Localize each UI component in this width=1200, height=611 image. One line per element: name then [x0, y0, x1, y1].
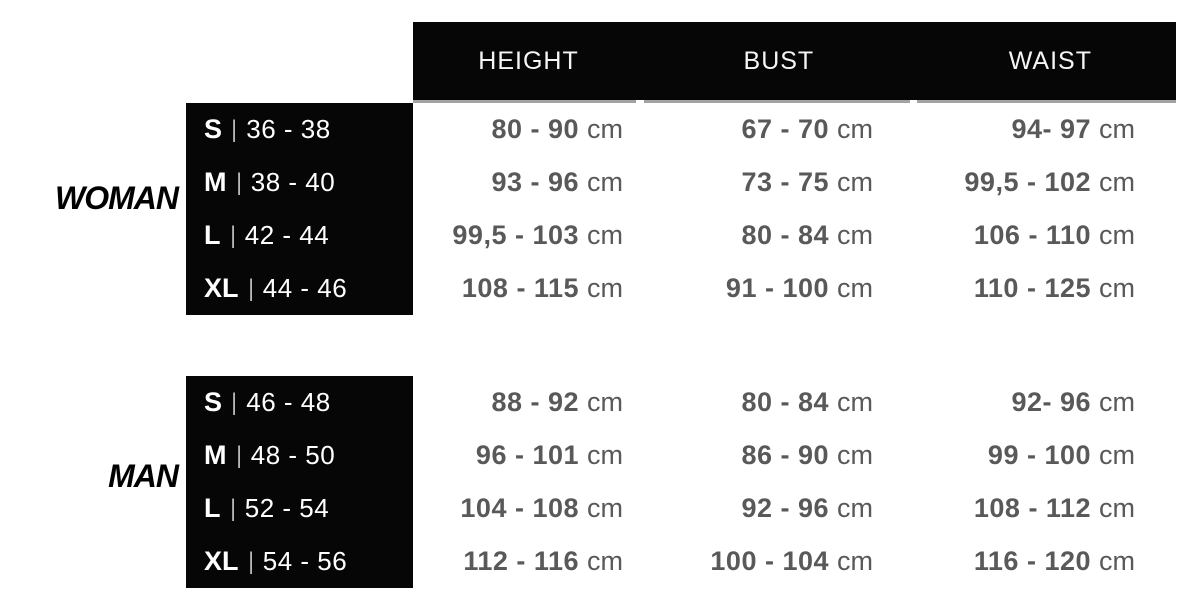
bust-value-cell	[633, 103, 883, 156]
unit-label: cm	[1099, 440, 1135, 470]
waist-value-cell	[883, 429, 1145, 482]
unit-label: cm	[1099, 387, 1135, 417]
size-separator: |	[230, 494, 235, 522]
height-value-cell	[413, 156, 633, 209]
unit-label: cm	[837, 114, 873, 144]
size-separator: |	[230, 221, 235, 249]
height-value-cell	[413, 209, 633, 262]
unit-label: cm	[587, 440, 623, 470]
waist-value-cell	[883, 103, 1145, 156]
size-badge	[186, 482, 413, 535]
unit-label: cm	[587, 167, 623, 197]
size-badge	[186, 156, 413, 209]
height-value: 96 - 101	[475, 440, 579, 470]
bust-value: 80 - 84	[741, 220, 829, 250]
column-header-bust: BUST	[743, 46, 815, 75]
size-badge	[186, 376, 413, 429]
size-letter: XL	[204, 273, 239, 303]
height-value: 112 - 116	[463, 546, 579, 576]
bust-value-cell	[633, 209, 883, 262]
unit-label: cm	[837, 440, 873, 470]
unit-label: cm	[587, 220, 623, 250]
size-chart-header	[413, 22, 1176, 100]
waist-value: 108 - 112	[973, 493, 1091, 523]
height-value: 108 - 115	[461, 273, 579, 303]
size-letter: S	[204, 114, 223, 144]
unit-label: cm	[1099, 167, 1135, 197]
unit-label: cm	[1099, 273, 1135, 303]
waist-value-cell	[883, 535, 1145, 588]
unit-label: cm	[587, 387, 623, 417]
waist-value-cell	[883, 209, 1145, 262]
waist-value: 99 - 100	[987, 440, 1091, 470]
size-badge	[186, 209, 413, 262]
size-letter: M	[204, 167, 227, 197]
size-eu-range: 36 - 38	[246, 114, 331, 144]
waist-value: 92- 96	[1011, 387, 1091, 417]
size-eu-range: 44 - 46	[262, 273, 348, 303]
height-value: 104 - 108	[460, 493, 579, 523]
size-letter: L	[204, 493, 221, 523]
unit-label: cm	[587, 493, 623, 523]
size-badge	[186, 103, 413, 156]
bust-value: 73 - 75	[741, 167, 829, 197]
bust-value-cell	[633, 156, 883, 209]
size-badge	[186, 429, 413, 482]
height-value: 88 - 92	[491, 387, 579, 417]
size-eu-range: 48 - 50	[250, 440, 336, 470]
waist-value: 99,5 - 102	[964, 167, 1091, 197]
waist-value-cell	[883, 156, 1145, 209]
unit-label: cm	[587, 114, 623, 144]
height-value-cell	[413, 376, 633, 429]
waist-value: 94- 97	[1011, 114, 1091, 144]
group-label-woman: WOMAN	[55, 180, 178, 216]
size-eu-range: 42 - 44	[244, 220, 330, 250]
group-label-man: MAN	[108, 458, 178, 494]
height-value: 99,5 - 103	[452, 220, 579, 250]
waist-value: 106 - 110	[973, 220, 1091, 250]
bust-value: 100 - 104	[710, 546, 829, 576]
bust-value-cell	[633, 482, 883, 535]
waist-value: 110 - 125	[973, 273, 1091, 303]
unit-label: cm	[837, 493, 873, 523]
bust-value: 86 - 90	[741, 440, 829, 470]
bust-value: 67 - 70	[741, 114, 829, 144]
bust-value-cell	[633, 429, 883, 482]
size-separator: |	[236, 441, 241, 469]
bust-value-cell	[633, 376, 883, 429]
unit-label: cm	[587, 273, 623, 303]
column-header-waist: WAIST	[1008, 46, 1092, 75]
unit-label: cm	[1099, 493, 1135, 523]
bust-value-cell	[633, 262, 883, 315]
height-value-cell	[413, 429, 633, 482]
size-letter: S	[204, 387, 223, 417]
size-separator: |	[248, 547, 253, 575]
unit-label: cm	[1099, 114, 1135, 144]
size-letter: L	[204, 220, 221, 250]
unit-label: cm	[837, 273, 873, 303]
height-value-cell	[413, 103, 633, 156]
unit-label: cm	[837, 387, 873, 417]
size-letter: M	[204, 440, 227, 470]
size-eu-range: 54 - 56	[262, 546, 348, 576]
size-eu-range: 38 - 40	[250, 167, 336, 197]
waist-value-cell	[883, 262, 1145, 315]
size-eu-range: 46 - 48	[246, 387, 331, 417]
unit-label: cm	[1099, 220, 1135, 250]
unit-label: cm	[587, 546, 623, 576]
unit-label: cm	[1099, 546, 1135, 576]
unit-label: cm	[837, 167, 873, 197]
unit-label: cm	[837, 546, 873, 576]
size-letter: XL	[204, 546, 239, 576]
size-eu-range: 52 - 54	[244, 493, 330, 523]
size-badge	[186, 535, 413, 588]
size-separator: |	[248, 274, 253, 302]
height-value-cell	[413, 535, 633, 588]
height-value-cell	[413, 262, 633, 315]
bust-value: 92 - 96	[741, 493, 829, 523]
size-separator: |	[236, 168, 241, 196]
height-value: 80 - 90	[491, 114, 579, 144]
section-man	[186, 376, 1145, 588]
waist-value-cell	[883, 482, 1145, 535]
bust-value: 91 - 100	[725, 273, 829, 303]
size-separator: |	[231, 388, 237, 416]
size-badge	[186, 262, 413, 315]
unit-label: cm	[837, 220, 873, 250]
bust-value-cell	[633, 535, 883, 588]
size-separator: |	[231, 115, 237, 143]
bust-value: 80 - 84	[741, 387, 829, 417]
column-header-height: HEIGHT	[478, 46, 579, 75]
height-value-cell	[413, 482, 633, 535]
waist-value-cell	[883, 376, 1145, 429]
waist-value: 116 - 120	[973, 546, 1091, 576]
height-value: 93 - 96	[491, 167, 579, 197]
section-woman	[186, 103, 1145, 315]
